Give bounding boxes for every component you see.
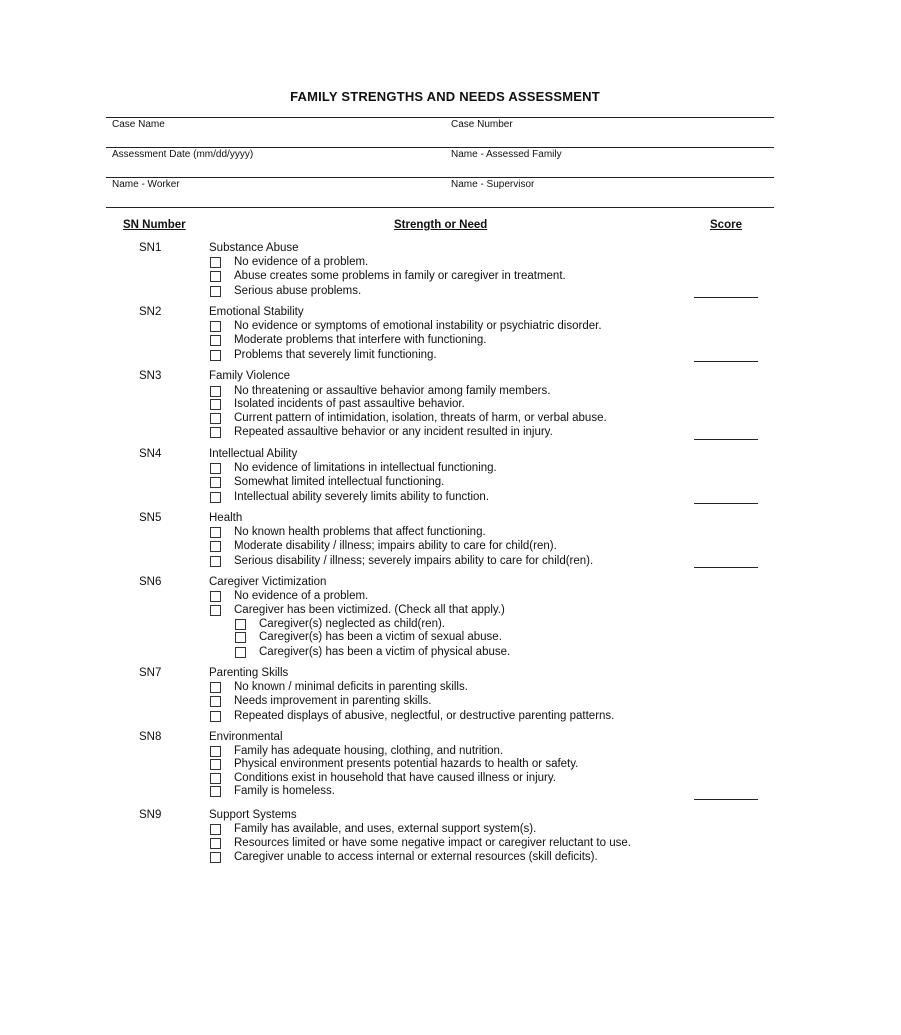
checkbox[interactable] (210, 335, 221, 346)
checkbox[interactable] (210, 682, 221, 693)
section-title: Environmental (209, 731, 283, 743)
option-label: Caregiver(s) neglected as child(ren). (259, 618, 445, 630)
option-label: Intellectual ability severely limits ability to function. (234, 491, 490, 503)
sn-number-header: SN Number (123, 219, 186, 231)
option-label: Serious disability / illness; severely impairs ability to care for child(ren). (234, 555, 594, 567)
checkbox[interactable] (210, 399, 221, 410)
sn-number: SN4 (139, 448, 162, 460)
worker-name-field[interactable]: Name - Worker (112, 179, 180, 190)
checkbox-option[interactable] (210, 850, 598, 864)
checkbox-option[interactable] (210, 822, 536, 836)
option-label: Repeated displays of abusive, neglectful, or destructive parenting patterns. (234, 710, 615, 722)
checkbox-suboption[interactable] (235, 617, 445, 631)
option-label: Conditions exist in household that have caused illness or injury. (234, 772, 556, 784)
checkbox-option[interactable] (210, 284, 361, 298)
option-label: Isolated incidents of past assaultive behavior. (234, 398, 465, 410)
checkbox-option[interactable] (210, 425, 553, 439)
option-label: Physical environment presents potential hazards to health or safety. (234, 758, 579, 770)
checkbox-option[interactable] (210, 757, 578, 771)
score-line[interactable] (694, 439, 758, 440)
option-label: No evidence or symptoms of emotional instability or psychiatric disorder. (234, 320, 602, 332)
form-title: FAMILY STRENGTHS AND NEEDS ASSESSMENT (290, 89, 600, 104)
option-label: Repeated assaultive behavior or any incident resulted in injury. (234, 426, 553, 438)
checkbox-option[interactable] (210, 348, 437, 362)
option-label: Family has available, and uses, external support system(s). (234, 823, 537, 835)
option-label: Moderate problems that interfere with functioning. (234, 334, 487, 346)
checkbox[interactable] (210, 463, 221, 474)
checkbox-option[interactable] (210, 384, 550, 398)
checkbox[interactable] (210, 492, 221, 503)
option-label: No known / minimal deficits in parenting skills. (234, 681, 468, 693)
checkbox[interactable] (210, 746, 221, 757)
option-label: Caregiver(s) has been a victim of sexual abuse. (259, 631, 502, 643)
checkbox-option[interactable] (210, 525, 486, 539)
checkbox[interactable] (210, 541, 221, 552)
checkbox[interactable] (210, 257, 221, 268)
sn-number: SN6 (139, 576, 162, 588)
divider (106, 177, 774, 178)
section-title: Health (209, 512, 243, 524)
section-title: Parenting Skills (209, 667, 289, 679)
section-title: Emotional Stability (209, 306, 304, 318)
divider (106, 147, 774, 148)
assessed-family-field[interactable]: Name - Assessed Family (451, 149, 562, 160)
checkbox[interactable] (210, 427, 221, 438)
sn-number: SN8 (139, 731, 162, 743)
checkbox[interactable] (210, 527, 221, 538)
option-label: Caregiver(s) has been a victim of physical abuse. (259, 646, 511, 658)
option-label: Caregiver unable to access internal or external resources (skill deficits). (234, 851, 598, 863)
option-label: Family has adequate housing, clothing, and nutrition. (234, 745, 504, 757)
option-label: Caregiver has been victimized. (Check all that apply.) (234, 604, 505, 616)
assessment-date-field[interactable]: Assessment Date (mm/dd/yyyy) (112, 149, 254, 160)
case-number-field[interactable]: Case Number (451, 119, 513, 130)
checkbox[interactable] (210, 350, 221, 361)
checkbox[interactable] (210, 386, 221, 397)
checkbox-option[interactable] (210, 333, 487, 347)
checkbox[interactable] (210, 413, 221, 424)
checkbox[interactable] (210, 591, 221, 602)
option-label: No evidence of limitations in intellectual functioning. (234, 462, 497, 474)
checkbox[interactable] (210, 852, 221, 863)
option-label: No threatening or assaultive behavior among family members. (234, 385, 551, 397)
checkbox-option[interactable] (210, 255, 368, 269)
strength-or-need-header: Strength or Need (394, 219, 488, 231)
checkbox[interactable] (210, 605, 221, 616)
checkbox-suboption[interactable] (235, 645, 510, 659)
sn-number: SN3 (139, 370, 162, 382)
checkbox-option[interactable] (210, 589, 368, 603)
section-title: Substance Abuse (209, 242, 299, 254)
checkbox[interactable] (210, 286, 221, 297)
checkbox-option[interactable] (210, 744, 503, 758)
divider (106, 117, 774, 118)
checkbox[interactable] (210, 773, 221, 784)
option-label: Family is homeless. (234, 785, 335, 797)
sn-number: SN7 (139, 667, 162, 679)
sn-number: SN9 (139, 809, 162, 821)
checkbox[interactable] (210, 477, 221, 488)
checkbox[interactable] (235, 647, 246, 658)
sn-number: SN5 (139, 512, 162, 524)
section-title: Intellectual Ability (209, 448, 298, 460)
option-label: Moderate disability / illness; impairs ability to care for child(ren). (234, 540, 557, 552)
checkbox-option[interactable] (210, 490, 489, 504)
checkbox[interactable] (210, 321, 221, 332)
case-name-field[interactable]: Case Name (112, 119, 165, 130)
checkbox-option[interactable] (210, 269, 566, 283)
option-label: Abuse creates some problems in family or caregiver in treatment. (234, 270, 566, 282)
checkbox-suboption[interactable] (235, 630, 502, 644)
score-line[interactable] (694, 297, 758, 298)
checkbox[interactable] (210, 786, 221, 797)
checkbox[interactable] (210, 696, 221, 707)
option-label: No evidence of a problem. (234, 590, 369, 602)
checkbox-option[interactable] (210, 709, 614, 723)
checkbox[interactable] (210, 271, 221, 282)
checkbox[interactable] (210, 838, 221, 849)
checkbox-option[interactable] (210, 319, 602, 333)
checkbox-option[interactable] (210, 771, 556, 785)
section-title: Caregiver Victimization (209, 576, 327, 588)
score-line[interactable] (694, 503, 758, 504)
checkbox[interactable] (210, 556, 221, 567)
option-label: Serious abuse problems. (234, 285, 362, 297)
option-label: No evidence of a problem. (234, 256, 369, 268)
option-label: Problems that severely limit functioning. (234, 349, 437, 361)
checkbox-option[interactable] (210, 784, 335, 798)
score-header: Score (710, 219, 742, 231)
section-title: Family Violence (209, 370, 290, 382)
checkbox[interactable] (210, 759, 221, 770)
checkbox-option[interactable] (210, 411, 607, 425)
checkbox-option[interactable] (210, 554, 593, 568)
checkbox-option[interactable] (210, 836, 631, 850)
score-line[interactable] (694, 361, 758, 362)
checkbox-option[interactable] (210, 680, 468, 694)
supervisor-name-field[interactable]: Name - Supervisor (451, 179, 535, 190)
checkbox-option[interactable] (210, 475, 444, 489)
sn-number: SN1 (139, 242, 162, 254)
checkbox-option[interactable] (210, 397, 465, 411)
checkbox[interactable] (235, 619, 246, 630)
score-line[interactable] (694, 567, 758, 568)
checkbox[interactable] (210, 711, 221, 722)
checkbox-option[interactable] (210, 461, 497, 475)
option-label: Somewhat limited intellectual functioning. (234, 476, 445, 488)
option-label: No known health problems that affect functioning. (234, 526, 486, 538)
section-title: Support Systems (209, 809, 297, 821)
option-label: Current pattern of intimidation, isolation, threats of harm, or verbal abuse. (234, 412, 607, 424)
checkbox-option[interactable] (210, 539, 557, 553)
sn-number: SN2 (139, 306, 162, 318)
checkbox-option[interactable] (210, 603, 505, 617)
option-label: Needs improvement in parenting skills. (234, 695, 432, 707)
divider (106, 207, 774, 208)
checkbox[interactable] (210, 824, 221, 835)
option-label: Resources limited or have some negative impact or caregiver reluctant to use. (234, 837, 631, 849)
checkbox[interactable] (235, 632, 246, 643)
checkbox-option[interactable] (210, 694, 432, 708)
score-line[interactable] (694, 799, 758, 800)
